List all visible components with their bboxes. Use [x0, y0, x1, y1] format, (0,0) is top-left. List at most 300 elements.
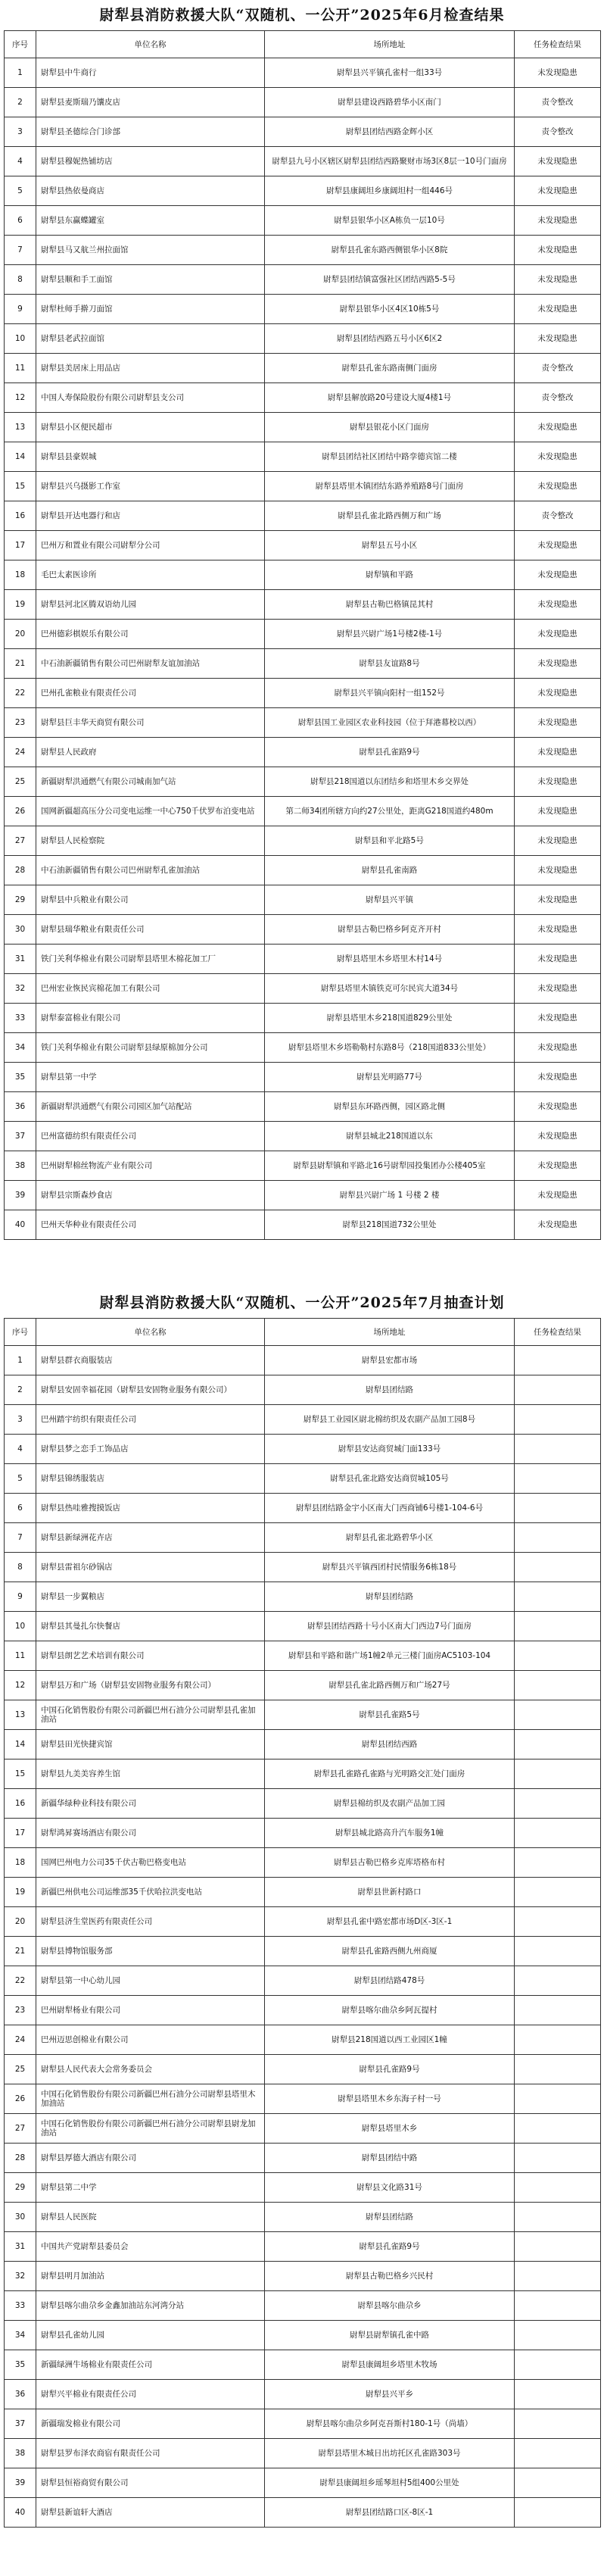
cell-addr: 尉犁县安达商贸城门面133号: [265, 1435, 515, 1464]
cell-name: 巴州宏业恢民宾棉花加工有限公司: [36, 974, 265, 1004]
table-row: [5, 708, 601, 738]
cell-addr: 尉犁县孔雀路西侧九州商厦: [265, 1937, 515, 1966]
cell-name: 尉犁县老武拉面馆: [36, 324, 265, 354]
cell-no: 20: [5, 620, 36, 649]
table-row: [5, 2468, 601, 2498]
cell-name: 尉犁县其曼扎尔快餐店: [36, 1612, 265, 1641]
cell-addr: 尉犁县兴尉广场1号楼2楼-1号: [265, 620, 515, 649]
table-row: [5, 2409, 601, 2439]
table-row: [5, 974, 601, 1004]
cell-no: 8: [5, 1553, 36, 1582]
cell-addr: 尉犁县银华小区A栋负一层10号: [265, 206, 515, 236]
cell-result: 未发现隐患: [515, 826, 601, 856]
cell-name: 中国石化销售股份有限公司新疆巴州石油分公司尉犁县孔雀加油站: [36, 1700, 265, 1730]
cell-addr: 尉犁县尉犁镇和平路北16号尉犁园投集团办公楼405室: [265, 1151, 515, 1181]
cell-name: 尉犁县宗斯森炒食店: [36, 1181, 265, 1210]
july-plan-table: [4, 1318, 601, 2528]
cell-name: 尉犁县热哇雅搜摸饭店: [36, 1494, 265, 1523]
header-addr: 场所地址: [265, 31, 515, 58]
cell-name: 尉犁县安固幸福花园（尉犁县安固物业服务有限公司）: [36, 1375, 265, 1405]
cell-result: 未发现隐患: [515, 590, 601, 620]
cell-addr: 尉犁县解放路20号建设大厦4楼1号: [265, 383, 515, 413]
cell-result: [515, 1759, 601, 1789]
cell-result: [515, 1848, 601, 1878]
cell-addr: 尉犁县古勒巴格乡克库塔格布村: [265, 1848, 515, 1878]
cell-result: [515, 2084, 601, 2114]
cell-result: [515, 2203, 601, 2232]
table-row: [5, 620, 601, 649]
cell-no: 18: [5, 1848, 36, 1878]
cell-name: 尉犁县小区便民超市: [36, 413, 265, 442]
header-name: 单位名称: [36, 31, 265, 58]
table-row: [5, 2144, 601, 2173]
cell-no: 15: [5, 472, 36, 501]
cell-name: 尉犁县恒裕商贸有限公司: [36, 2468, 265, 2498]
cell-no: 25: [5, 767, 36, 797]
cell-name: 尉犁县新谊轩大酒店: [36, 2498, 265, 2528]
cell-no: 7: [5, 1523, 36, 1553]
cell-addr: 尉犁县218国道以西工业园区1幢: [265, 2025, 515, 2055]
cell-addr: 尉犁县团结西路: [265, 1730, 515, 1759]
cell-result: 未发现隐患: [515, 442, 601, 472]
cell-result: 未发现隐患: [515, 767, 601, 797]
cell-no: 14: [5, 1730, 36, 1759]
table-row: [5, 1730, 601, 1759]
cell-addr: 尉犁县孔雀路孔雀路与光明路交汇处门面房: [265, 1759, 515, 1789]
cell-name: 中国人寿保险股份有限公司尉犁县支公司: [36, 383, 265, 413]
cell-name: 尉犁县新绿洲花卉店: [36, 1523, 265, 1553]
cell-no: 22: [5, 679, 36, 708]
cell-addr: 尉犁县五号小区: [265, 531, 515, 560]
cell-name: 尉犁兴平棉业有限责任公司: [36, 2380, 265, 2409]
cell-addr: 尉犁县孔雀路9号: [265, 738, 515, 767]
cell-addr: 尉犁县建设西路碧华小区南门: [265, 88, 515, 117]
cell-name: 尉犁县中牛商行: [36, 58, 265, 88]
cell-result: 未发现隐患: [515, 856, 601, 885]
cell-name: 尉犁县罗布泽农商宿有限责任公司: [36, 2439, 265, 2468]
june-results-section: [0, 0, 604, 1240]
table-row: [5, 58, 601, 88]
cell-name: 巴州迈思创棉业有限公司: [36, 2025, 265, 2055]
cell-result: 未发现隐患: [515, 1151, 601, 1181]
cell-addr: 尉犁县团结路478号: [265, 1966, 515, 1996]
cell-addr: 尉犁县218国道以东团结乡和塔里木乡交界处: [265, 767, 515, 797]
cell-addr: 尉犁县塔里木乡东海子村一号: [265, 2084, 515, 2114]
cell-addr: 尉犁县喀尔曲尕乡阿瓦提村: [265, 1996, 515, 2025]
table-row: [5, 1937, 601, 1966]
table-row: [5, 1063, 601, 1092]
cell-no: 31: [5, 945, 36, 974]
cell-name: 尉犁县第二中学: [36, 2173, 265, 2203]
cell-no: 35: [5, 1063, 36, 1092]
cell-no: 30: [5, 2203, 36, 2232]
cell-result: [515, 2498, 601, 2528]
cell-name: 尉犁县万和广场（尉犁县安固物业服务有限公司）: [36, 1671, 265, 1700]
cell-no: 13: [5, 413, 36, 442]
cell-no: 9: [5, 295, 36, 324]
cell-addr: 尉犁县塔里木乡塔勒勒村东路8号（218国道833公里处）: [265, 1033, 515, 1063]
cell-name: 尉犁县九美美容养生馆: [36, 1759, 265, 1789]
table-row: [5, 767, 601, 797]
table-row: [5, 442, 601, 472]
table-row: [5, 2350, 601, 2380]
cell-no: 3: [5, 117, 36, 147]
cell-result: [515, 2291, 601, 2321]
table-row: [5, 1700, 601, 1730]
cell-name: 尉犁县顺和手工面馆: [36, 265, 265, 295]
july-table-body: [5, 1346, 601, 2528]
table-row: [5, 797, 601, 826]
cell-name: 中石油新疆销售有限公司巴州尉犁孔雀加油站: [36, 856, 265, 885]
cell-result: [515, 1346, 601, 1375]
cell-result: [515, 1435, 601, 1464]
cell-addr: 尉犁县棉纺织及农副产品加工园: [265, 1789, 515, 1819]
table-row: [5, 1641, 601, 1671]
cell-result: [515, 1789, 601, 1819]
cell-addr: 尉犁县兴平镇西团村民情服务6栋18号: [265, 1553, 515, 1582]
table-row: [5, 117, 601, 147]
cell-addr: 尉犁县友谊路8号: [265, 649, 515, 679]
table-row: [5, 1346, 601, 1375]
cell-no: 14: [5, 442, 36, 472]
cell-addr: 尉犁县孔雀北路西侧万和广场27号: [265, 1671, 515, 1700]
cell-result: 责令整改: [515, 88, 601, 117]
cell-no: 8: [5, 265, 36, 295]
cell-result: 未发现隐患: [515, 206, 601, 236]
table-row: [5, 147, 601, 176]
cell-name: 新疆尉犁洪通燃气有限公司园区加气站配站: [36, 1092, 265, 1122]
cell-name: 巴州天华种业有限责任公司: [36, 1210, 265, 1240]
cell-no: 29: [5, 2173, 36, 2203]
cell-result: 未发现隐患: [515, 1033, 601, 1063]
cell-no: 5: [5, 176, 36, 206]
cell-result: 未发现隐患: [515, 649, 601, 679]
table-row: [5, 2262, 601, 2291]
table-row: [5, 1819, 601, 1848]
cell-name: 尉犁县梦之恋手工饰品店: [36, 1435, 265, 1464]
cell-name: 尉犁县热依曼商店: [36, 176, 265, 206]
cell-result: [515, 2262, 601, 2291]
table-row: [5, 2114, 601, 2144]
cell-addr: 尉犁县孔雀北路碧华小区: [265, 1523, 515, 1553]
cell-no: 19: [5, 1878, 36, 1907]
table-row: [5, 1878, 601, 1907]
cell-name: 尉犁县麦斯瑞乃馕皮店: [36, 88, 265, 117]
table-row: [5, 1464, 601, 1494]
cell-result: 未发现隐患: [515, 295, 601, 324]
cell-name: 铁门关利华棉业有限公司尉犁县绿原棉加分公司: [36, 1033, 265, 1063]
cell-no: 3: [5, 1405, 36, 1435]
cell-name: 尉犁鸿昇赛场酒店有限公司: [36, 1819, 265, 1848]
cell-addr: 尉犁县孔雀东路西侧银华小区8院: [265, 236, 515, 265]
table-row: [5, 2380, 601, 2409]
cell-result: [515, 1966, 601, 1996]
cell-addr: 尉犁县塔里木镇团结东路养殖路8号门面房: [265, 472, 515, 501]
cell-addr: 尉犁县兴平镇: [265, 885, 515, 915]
cell-name: 尉犁泰富棉业有限公司: [36, 1004, 265, 1033]
table-header-row: [5, 31, 601, 58]
cell-no: 32: [5, 2262, 36, 2291]
cell-result: 未发现隐患: [515, 620, 601, 649]
cell-addr: 尉犁县团结西路五号小区6区2: [265, 324, 515, 354]
cell-name: 巴州孔雀粮业有限责任公司: [36, 679, 265, 708]
table-row: [5, 472, 601, 501]
cell-addr: 尉犁县塔里木乡塔里木村14号: [265, 945, 515, 974]
cell-addr: 尉犁县孔雀北路西侧万和广场: [265, 501, 515, 531]
cell-name: 尉犁县朗艺艺术培训有限公司: [36, 1641, 265, 1671]
table-row: [5, 679, 601, 708]
cell-result: 未发现隐患: [515, 324, 601, 354]
table-row: [5, 1092, 601, 1122]
cell-result: 未发现隐患: [515, 531, 601, 560]
cell-result: 未发现隐患: [515, 265, 601, 295]
table-row: [5, 413, 601, 442]
cell-addr: 尉犁县团结路: [265, 1375, 515, 1405]
cell-addr: 尉犁县兴尉广场 1 号楼 2 楼: [265, 1181, 515, 1210]
cell-no: 36: [5, 2380, 36, 2409]
cell-result: [515, 2380, 601, 2409]
cell-addr: 尉犁县康阔坦乡塔里木牧场: [265, 2350, 515, 2380]
table-row: [5, 2025, 601, 2055]
cell-name: 巴州富德纺织有限责任公司: [36, 1122, 265, 1151]
cell-addr: 尉犁县团结路金宇小区南大门西商铺6号楼1-104-6号: [265, 1494, 515, 1523]
cell-addr: 尉犁县世新村路口: [265, 1878, 515, 1907]
header-addr: 场所地址: [265, 1319, 515, 1346]
table-row: [5, 2203, 601, 2232]
cell-no: 21: [5, 1937, 36, 1966]
table-row: [5, 1907, 601, 1937]
cell-no: 26: [5, 2084, 36, 2114]
cell-addr: 尉犁县团结路口区-8区-1: [265, 2498, 515, 2528]
cell-name: 尉犁县人民医院: [36, 2203, 265, 2232]
table-row: [5, 531, 601, 560]
july-plan-section: [0, 1288, 604, 2528]
table-row: [5, 206, 601, 236]
cell-result: [515, 2114, 601, 2144]
cell-no: 17: [5, 531, 36, 560]
cell-result: [515, 1878, 601, 1907]
cell-name: 新疆尉犁洪通燃气有限公司城南加气站: [36, 767, 265, 797]
cell-result: [515, 1641, 601, 1671]
cell-name: 新疆华绿种业科技有限公司: [36, 1789, 265, 1819]
table-row: [5, 1181, 601, 1210]
cell-result: 未发现隐患: [515, 176, 601, 206]
table-row: [5, 1612, 601, 1641]
cell-name: 尉犁县一步翼粮店: [36, 1582, 265, 1612]
cell-no: 34: [5, 1033, 36, 1063]
cell-no: 2: [5, 88, 36, 117]
cell-no: 1: [5, 58, 36, 88]
cell-name: 尉犁县中兵粮业有限公司: [36, 885, 265, 915]
cell-name: 尉犁县厚德大酒店有限公司: [36, 2144, 265, 2173]
cell-result: 未发现隐患: [515, 1122, 601, 1151]
table-row: [5, 265, 601, 295]
cell-no: 40: [5, 2498, 36, 2528]
cell-result: 未发现隐患: [515, 58, 601, 88]
cell-addr: 尉犁县东环路西侧，园区路北侧: [265, 1092, 515, 1122]
cell-name: 尉犁县孔雀幼儿园: [36, 2321, 265, 2350]
cell-addr: 尉犁县孔雀路9号: [265, 2055, 515, 2084]
cell-result: [515, 2350, 601, 2380]
table-row: [5, 2173, 601, 2203]
cell-result: 未发现隐患: [515, 147, 601, 176]
cell-result: [515, 2055, 601, 2084]
cell-addr: 尉犁县国工业园区农业科技园（位于拜港幕校以西）: [265, 708, 515, 738]
cell-result: 未发现隐患: [515, 1063, 601, 1092]
july-title: 尉犁县消防救援大队“双随机、一公开”2025年7月抽查计划: [99, 1294, 505, 1311]
cell-addr: 尉犁县团结西路金辉小区: [265, 117, 515, 147]
cell-name: 尉犁县雷祖尔砂锅店: [36, 1553, 265, 1582]
cell-addr: 尉犁县孔雀东路南侧门面房: [265, 354, 515, 383]
cell-name: 尉犁县人民政府: [36, 738, 265, 767]
cell-addr: 尉犁县康阔坦乡瑶琴坦村5组400公里处: [265, 2468, 515, 2498]
cell-name: 毛巴太素医诊所: [36, 560, 265, 590]
table-row: [5, 590, 601, 620]
cell-result: [515, 2468, 601, 2498]
table-row: [5, 2498, 601, 2528]
cell-name: 尉犁县圣德综合门诊部: [36, 117, 265, 147]
cell-no: 32: [5, 974, 36, 1004]
cell-no: 6: [5, 206, 36, 236]
cell-result: 未发现隐患: [515, 560, 601, 590]
table-row: [5, 856, 601, 885]
cell-result: [515, 1671, 601, 1700]
cell-no: 36: [5, 1092, 36, 1122]
cell-result: [515, 1582, 601, 1612]
cell-name: 尉犁县巨丰华天商贸有限公司: [36, 708, 265, 738]
table-row: [5, 176, 601, 206]
cell-name: 铁门关利华棉业有限公司尉犁县塔里木棉花加工厂: [36, 945, 265, 974]
cell-result: [515, 1375, 601, 1405]
cell-result: [515, 2409, 601, 2439]
cell-result: 责令整改: [515, 117, 601, 147]
cell-no: 37: [5, 2409, 36, 2439]
cell-no: 11: [5, 1641, 36, 1671]
cell-addr: 第二师34团所辖方向约27公里处，距离G218国道约480m: [265, 797, 515, 826]
table-row: [5, 236, 601, 265]
cell-result: 未发现隐患: [515, 1092, 601, 1122]
cell-name: 尉犁县博物馆服务部: [36, 1937, 265, 1966]
table-row: [5, 1405, 601, 1435]
cell-no: 6: [5, 1494, 36, 1523]
table-row: [5, 1759, 601, 1789]
cell-no: 31: [5, 2232, 36, 2262]
cell-addr: 尉犁县古勒巴格乡兴民村: [265, 2262, 515, 2291]
cell-addr: 尉犁镇和平路: [265, 560, 515, 590]
header-name: 单位名称: [36, 1319, 265, 1346]
cell-addr: 尉犁县孔雀路5号: [265, 1700, 515, 1730]
cell-addr: 尉犁县银花小区门面房: [265, 413, 515, 442]
cell-addr: 尉犁县九号小区辖区尉犁县团结西路聚财市场3区8层一10号门面房: [265, 147, 515, 176]
cell-no: 10: [5, 1612, 36, 1641]
cell-name: 尉犁县明月加油站: [36, 2262, 265, 2291]
cell-no: 33: [5, 1004, 36, 1033]
cell-no: 2: [5, 1375, 36, 1405]
cell-no: 12: [5, 383, 36, 413]
cell-addr: 尉犁县218国道732公里处: [265, 1210, 515, 1240]
table-row: [5, 1435, 601, 1464]
cell-addr: 尉犁县团结路: [265, 2203, 515, 2232]
cell-no: 37: [5, 1122, 36, 1151]
table-row: [5, 2291, 601, 2321]
cell-result: [515, 1730, 601, 1759]
cell-addr: 尉犁县孔雀南路: [265, 856, 515, 885]
cell-no: 4: [5, 1435, 36, 1464]
cell-addr: 尉犁县兴平乡: [265, 2380, 515, 2409]
table-row: [5, 1375, 601, 1405]
cell-no: 27: [5, 2114, 36, 2144]
cell-no: 27: [5, 826, 36, 856]
cell-no: 23: [5, 708, 36, 738]
cell-no: 10: [5, 324, 36, 354]
cell-no: 38: [5, 1151, 36, 1181]
cell-addr: 尉犁县城北218国道以东: [265, 1122, 515, 1151]
cell-result: 未发现隐患: [515, 945, 601, 974]
cell-no: 5: [5, 1464, 36, 1494]
cell-no: 30: [5, 915, 36, 945]
cell-addr: 尉犁县孔雀路9号: [265, 2232, 515, 2262]
table-row: [5, 2055, 601, 2084]
cell-name: 中国共产党尉犁县委员会: [36, 2232, 265, 2262]
cell-addr: 尉犁县孔雀中路宏都市场D区-3区-1: [265, 1907, 515, 1937]
cell-name: 尉犁县瑞华粮业有限责任公司: [36, 915, 265, 945]
header-no: 序号: [5, 31, 36, 58]
cell-no: 1: [5, 1346, 36, 1375]
cell-result: 未发现隐患: [515, 738, 601, 767]
table-row: [5, 1033, 601, 1063]
cell-addr: 尉犁县银华小区4区10栋5号: [265, 295, 515, 324]
cell-result: [515, 1700, 601, 1730]
cell-result: 责令整改: [515, 501, 601, 531]
cell-no: 16: [5, 1789, 36, 1819]
cell-addr: 尉犁县宏都市场: [265, 1346, 515, 1375]
table-row: [5, 1789, 601, 1819]
cell-name: 尉犁县人民检察院: [36, 826, 265, 856]
table-row: [5, 1553, 601, 1582]
cell-addr: 尉犁县团结社区团结中路孪德宾馆二楼: [265, 442, 515, 472]
june-results-table: [4, 30, 601, 1240]
cell-result: [515, 1937, 601, 1966]
cell-addr: 尉犁县和平路和谐广场1幢2单元三楼门面房AC5103-104: [265, 1641, 515, 1671]
cell-no: 12: [5, 1671, 36, 1700]
cell-addr: 尉犁县和平北路5号: [265, 826, 515, 856]
cell-addr: 尉犁县兴平镇孔雀村一组33号: [265, 58, 515, 88]
cell-addr: 尉犁县康阔坦乡康阔坦村一组446号: [265, 176, 515, 206]
table-row: [5, 88, 601, 117]
cell-name: 尉犁县河北区腾双语幼儿园: [36, 590, 265, 620]
header-no: 序号: [5, 1319, 36, 1346]
table-row: [5, 945, 601, 974]
cell-result: [515, 1494, 601, 1523]
table-row: [5, 560, 601, 590]
cell-result: [515, 2144, 601, 2173]
header-result: 任务检查结果: [515, 1319, 601, 1346]
cell-no: 39: [5, 2468, 36, 2498]
cell-addr: 尉犁县塔里木城日出坊托区孔雀路303号: [265, 2439, 515, 2468]
table-row: [5, 1210, 601, 1240]
cell-name: 尉犁县马又航兰州拉面馆: [36, 236, 265, 265]
cell-no: 22: [5, 1966, 36, 1996]
cell-result: 未发现隐患: [515, 1181, 601, 1210]
cell-name: 新疆巴州供电公司运维部35千伏哈拉洪变电站: [36, 1878, 265, 1907]
cell-no: 11: [5, 354, 36, 383]
cell-result: [515, 1907, 601, 1937]
cell-result: [515, 1996, 601, 2025]
cell-no: 23: [5, 1996, 36, 2025]
table-header-row: [5, 1319, 601, 1346]
table-row: [5, 649, 601, 679]
table-row: [5, 295, 601, 324]
